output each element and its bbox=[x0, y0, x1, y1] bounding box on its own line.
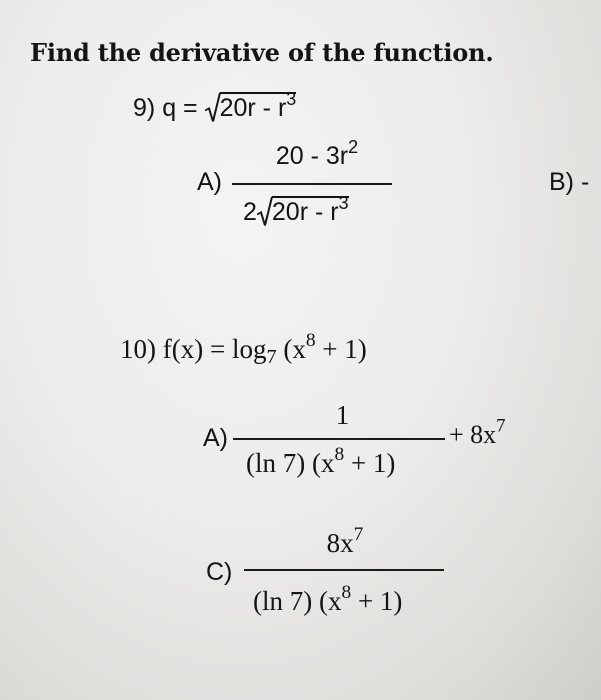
choice-10c-denominator-right: + 1) bbox=[351, 586, 403, 616]
choice-10a-denominator bbox=[246, 443, 396, 479]
choice-10a-extra-term bbox=[449, 415, 506, 450]
choice-10a-extra-base: + 8x bbox=[449, 420, 497, 449]
problem-10-equation bbox=[120, 329, 367, 369]
choice-10c-denominator-left: (ln 7) (x bbox=[253, 586, 342, 616]
choice-9a-denominator bbox=[243, 192, 349, 227]
choice-10c-numerator-exponent: 7 bbox=[353, 523, 364, 545]
choice-10c-fraction-bar bbox=[244, 569, 444, 571]
problem-10-arg-open: (x bbox=[283, 334, 306, 364]
choice-10c-label: C) bbox=[206, 558, 233, 586]
problem-9-number: 9) bbox=[133, 94, 156, 122]
choice-9b-label: B) - bbox=[549, 168, 590, 196]
problem-9-radicand-exponent: 3 bbox=[286, 88, 297, 109]
choice-10a-denominator-exponent: 8 bbox=[334, 443, 345, 465]
choice-10a-extra-exponent: 7 bbox=[496, 415, 506, 437]
problem-10-arg-exponent: 8 bbox=[305, 329, 316, 351]
choice-9a-denominator-exponent: 3 bbox=[338, 192, 349, 213]
choice-10a-numerator: 1 bbox=[335, 400, 350, 430]
problem-9-radical bbox=[205, 88, 297, 123]
problem-9-lhs: q = bbox=[162, 94, 198, 122]
choice-10a-label: A) bbox=[203, 424, 228, 452]
choice-10c-denominator bbox=[253, 581, 403, 617]
choice-9a-numerator-exponent: 2 bbox=[348, 136, 359, 157]
page-heading: Find the derivative of the function. bbox=[30, 38, 494, 67]
problem-9-radicand: 20r - r bbox=[219, 94, 287, 122]
radical-sign-icon bbox=[205, 92, 221, 123]
choice-9a-radical bbox=[257, 192, 349, 227]
choice-10c-numerator bbox=[250, 523, 440, 559]
choice-10a-fraction-bar bbox=[233, 438, 445, 440]
choice-10a-denominator-left: (ln 7) (x bbox=[246, 448, 335, 478]
problem-10-number: 10) bbox=[120, 334, 156, 364]
choice-9a-numerator-base: 20 - 3r bbox=[275, 142, 349, 170]
choice-9a-label: A) bbox=[197, 168, 222, 196]
problem-10-arg-close: + 1) bbox=[315, 334, 367, 364]
choice-9a-denominator-coefficient: 2 bbox=[243, 198, 257, 226]
problem-10-log-base: 7 bbox=[266, 346, 277, 369]
problem-10-lhs: f(x) = log bbox=[162, 334, 267, 364]
radical-sign-icon bbox=[257, 196, 273, 227]
choice-9a-denominator-radicand: 20r - r bbox=[271, 198, 339, 226]
choice-10c-denominator-exponent: 8 bbox=[341, 581, 352, 603]
problem-9-equation bbox=[133, 88, 297, 123]
choice-10c-numerator-base: 8x bbox=[326, 528, 354, 558]
choice-9a-fraction-bar bbox=[232, 183, 392, 185]
choice-10a-denominator-right: + 1) bbox=[344, 448, 396, 478]
choice-9a-numerator bbox=[242, 136, 392, 171]
